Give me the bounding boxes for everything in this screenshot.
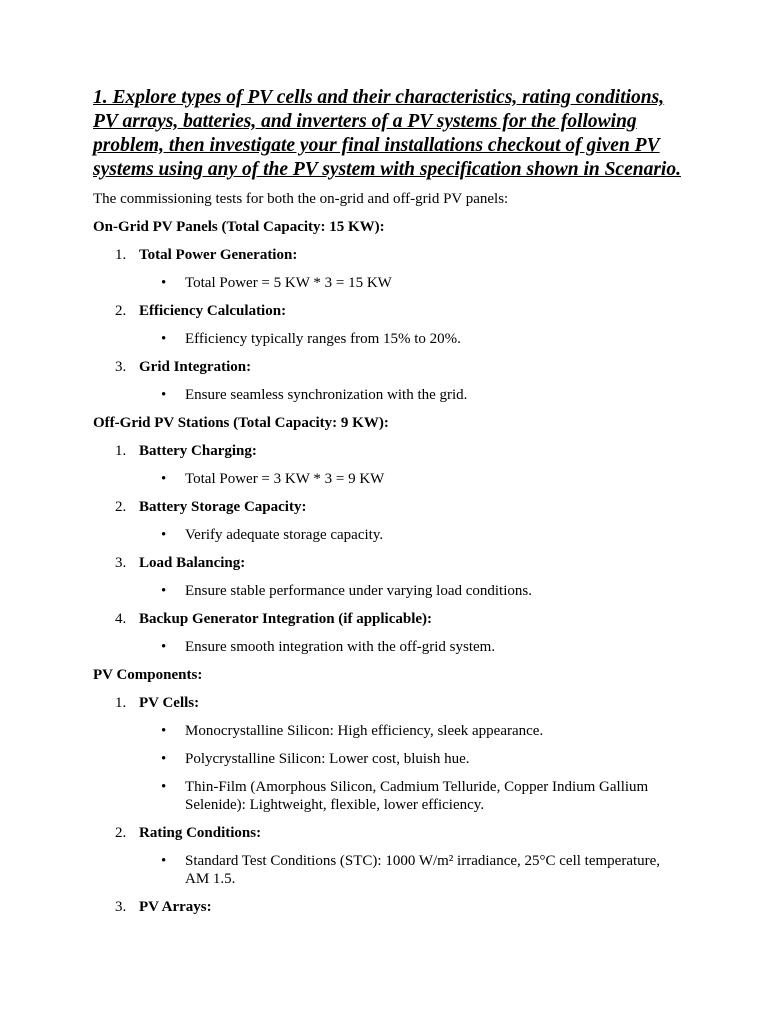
bullet-text: Monocrystalline Silicon: High efficiency, sleek appearance. (185, 723, 544, 739)
off-grid-section (93, 414, 683, 656)
section-title-on-grid: On-Grid PV Panels (Total Capacity: 15 KW): (93, 219, 385, 235)
list-item (93, 498, 683, 516)
item-number: 1. (115, 695, 127, 711)
bullet-text: Ensure stable performance under varying load conditions. (185, 583, 532, 599)
item-title: Rating Conditions: (139, 825, 262, 841)
document-heading: 1. Explore types of PV cells and their characteristics, rating conditions, PV arrays, batteries, and inverters of a PV systems for the following problem, then investigate your final installations checkout of given PV systems using any of the PV system with specification shown in Scenario. (93, 87, 681, 180)
item-number: 3. (115, 359, 127, 375)
bullet-item (93, 750, 683, 768)
section-title-pv-components: PV Components: (93, 667, 203, 683)
on-grid-section (93, 218, 683, 404)
bullet-item (93, 386, 683, 404)
bullet-icon: • (161, 527, 167, 543)
list-item (93, 554, 683, 572)
item-title: Battery Charging: (139, 443, 257, 459)
item-title: Backup Generator Integration (if applicable): (139, 611, 433, 627)
bullet-icon: • (161, 853, 167, 869)
intro-paragraph: The commissioning tests for both the on-grid and off-grid PV panels: (93, 191, 509, 207)
document-page (93, 86, 683, 926)
bullet-item (93, 852, 683, 888)
section-title-off-grid: Off-Grid PV Stations (Total Capacity: 9 KW): (93, 415, 389, 431)
bullet-item (93, 638, 683, 656)
bullet-text: Thin-Film (Amorphous Silicon, Cadmium Telluride, Copper Indium Gallium Selenide): Lightweight, flexible, lower efficiency. (185, 779, 649, 813)
bullet-item (93, 722, 683, 740)
bullet-icon: • (161, 331, 167, 347)
list-item (93, 442, 683, 460)
bullet-icon: • (161, 583, 167, 599)
bullet-text: Ensure smooth integration with the off-grid system. (185, 639, 496, 655)
item-title: Load Balancing: (139, 555, 246, 571)
bullet-icon: • (161, 779, 167, 795)
item-title: Efficiency Calculation: (139, 303, 287, 319)
bullet-text: Total Power = 3 KW * 3 = 9 KW (185, 471, 385, 487)
bullet-icon: • (161, 723, 167, 739)
bullet-text: Verify adequate storage capacity. (185, 527, 384, 543)
item-number: 1. (115, 443, 127, 459)
item-title: Battery Storage Capacity: (139, 499, 307, 515)
bullet-item (93, 778, 683, 814)
bullet-text: Polycrystalline Silicon: Lower cost, bluish hue. (185, 751, 470, 767)
pv-components-section (93, 666, 683, 916)
bullet-item (93, 470, 683, 488)
item-number: 2. (115, 499, 127, 515)
item-number: 3. (115, 555, 127, 571)
list-item (93, 358, 683, 376)
bullet-text: Efficiency typically ranges from 15% to 20%. (185, 331, 461, 347)
item-number: 3. (115, 899, 127, 915)
item-number: 1. (115, 247, 127, 263)
bullet-item (93, 526, 683, 544)
list-item (93, 246, 683, 264)
bullet-icon: • (161, 639, 167, 655)
bullet-icon: • (161, 751, 167, 767)
item-title: PV Cells: (139, 695, 200, 711)
list-item (93, 898, 683, 916)
list-item (93, 694, 683, 712)
bullet-item (93, 330, 683, 348)
list-item (93, 824, 683, 842)
item-number: 4. (115, 611, 127, 627)
item-title: Grid Integration: (139, 359, 252, 375)
bullet-text: Standard Test Conditions (STC): 1000 W/m² irradiance, 25°C cell temperature, AM 1.5. (185, 853, 661, 887)
item-number: 2. (115, 825, 127, 841)
bullet-item (93, 582, 683, 600)
bullet-text: Total Power = 5 KW * 3 = 15 KW (185, 275, 392, 291)
item-title: PV Arrays: (139, 899, 212, 915)
bullet-icon: • (161, 275, 167, 291)
list-item (93, 302, 683, 320)
item-number: 2. (115, 303, 127, 319)
bullet-text: Ensure seamless synchronization with the grid. (185, 387, 468, 403)
bullet-icon: • (161, 387, 167, 403)
list-item (93, 610, 683, 628)
item-title: Total Power Generation: (139, 247, 298, 263)
bullet-item (93, 274, 683, 292)
bullet-icon: • (161, 471, 167, 487)
